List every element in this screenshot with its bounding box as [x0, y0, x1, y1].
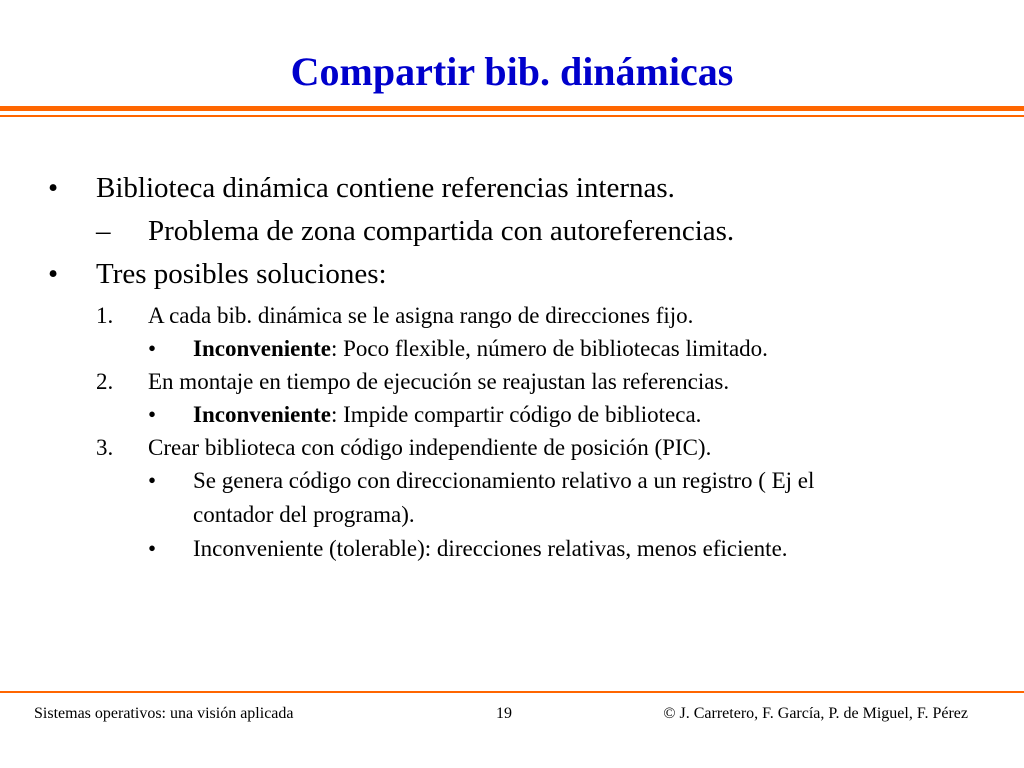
sub-bullet-text: [193, 402, 701, 428]
numbered-text: En montaje en tiempo de ejecución se reajustan las referencias.: [148, 369, 730, 394]
bullet-text: Tres posibles soluciones:: [96, 258, 387, 290]
sub-bullet-marker: •: [148, 402, 157, 427]
sub-bullet-marker: •: [148, 536, 157, 561]
sub-bullet-text: Problema de zona compartida con autoreferencias.: [148, 215, 735, 247]
slide-title: Compartir bib. dinámicas: [290, 49, 734, 94]
bullet-text: Biblioteca dinámica contiene referencias internas.: [96, 172, 675, 204]
footer-page-number: 19: [496, 705, 512, 722]
bullet-marker: •: [48, 172, 59, 204]
sub-bullet-text: Se genera código con direccionamiento relativo a un registro ( Ej el: [193, 468, 815, 493]
numbered-marker: 2.: [96, 369, 114, 394]
sub-bullet-continuation: contador del programa).: [193, 502, 415, 527]
numbered-text: A cada bib. dinámica se le asigna rango de direcciones fijo.: [148, 303, 694, 328]
sub-bullet-text: [193, 336, 768, 362]
numbered-text: Crear biblioteca con código independiente de posición (PIC).: [148, 435, 712, 460]
sub-bullet-text: Inconveniente (tolerable): direcciones relativas, menos eficiente.: [193, 536, 788, 561]
sub-bullet-marker: –: [96, 215, 111, 247]
footer-divider: [0, 691, 1024, 693]
bullet-marker: •: [48, 258, 59, 290]
footer-book-title: Sistemas operativos: una visión aplicada: [34, 705, 294, 722]
bold-label: Inconveniente: [193, 336, 331, 361]
bold-label: Inconveniente: [193, 402, 331, 427]
sub-bullet-rest: : Impide compartir código de biblioteca.: [331, 402, 702, 427]
sub-bullet-rest: : Poco flexible, número de bibliotecas limitado.: [331, 336, 768, 361]
numbered-marker: 1.: [96, 303, 114, 328]
numbered-marker: 3.: [96, 435, 114, 460]
sub-bullet-marker: •: [148, 468, 157, 493]
sub-bullet-marker: •: [148, 336, 157, 361]
footer-copyright: © J. Carretero, F. García, P. de Miguel, F. Pérez: [663, 705, 968, 722]
